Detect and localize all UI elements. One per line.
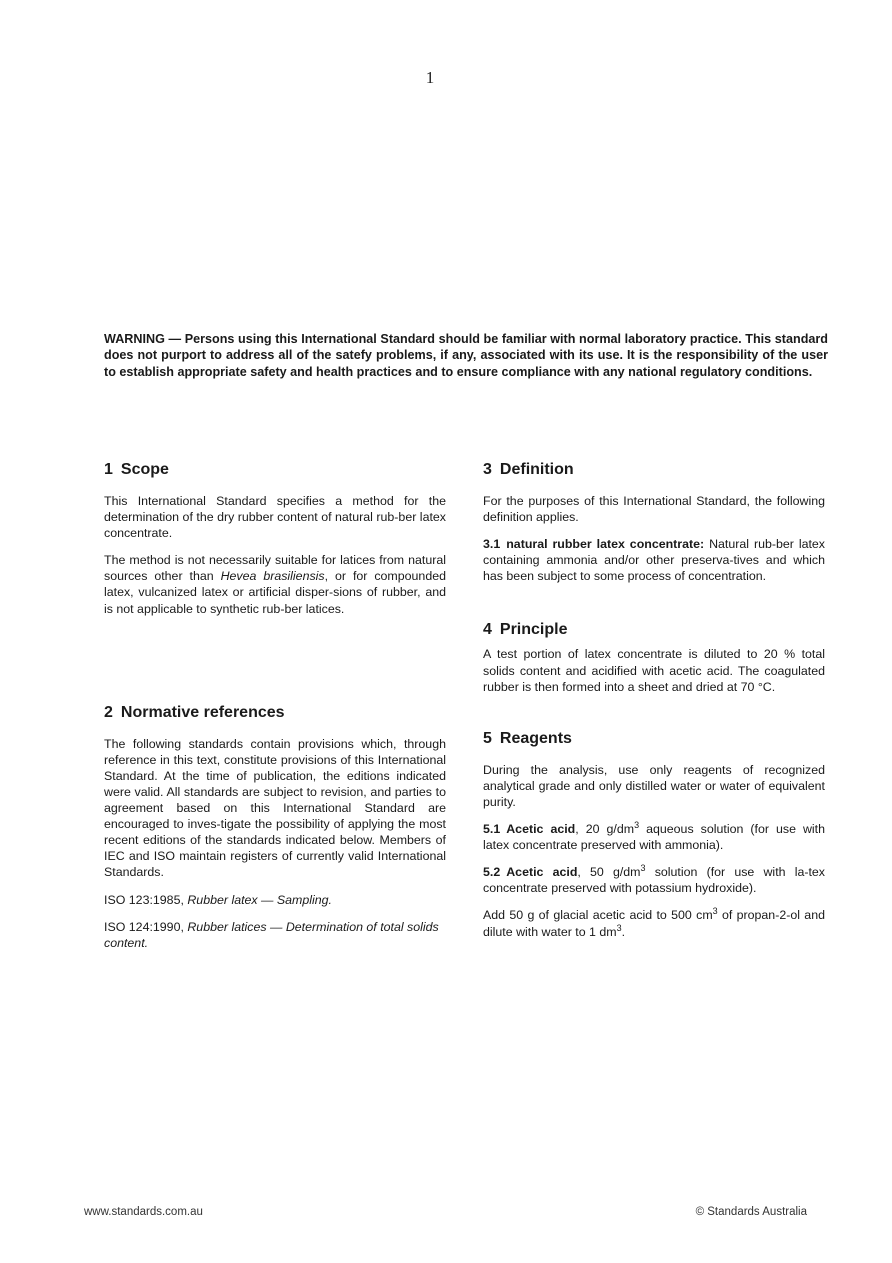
scope-paragraph-2 [104,552,446,616]
section-reagents [483,727,825,940]
text-run: aqueous solution (for use with latex concentrate preserved with ammonia). [483,822,826,853]
section-number: 4 [483,621,492,639]
clause-number: 3.1 [483,537,501,552]
text-run: Add 50 g of glacial acetic acid to 500 cm [483,908,713,923]
footer-website-link[interactable]: www.standards.com.au [84,1206,203,1218]
reference-title: Rubber latices — Determination of total solids content. [104,919,439,950]
normative-paragraph: The following standards contain provisions which, through reference in this text, constitute provisions of this International Standard. At the time of publication, the editions indicated were valid. All standards are subject to revision, and parties to agreement based on this International Standard are encouraged to inves-tigate the possibility of applying the most recent editions of the standards indicated below. Members of IEC and ISO maintain registers of currently valid International Standards. [104,736,446,880]
superscript: 3 [712,906,718,917]
clause-number: 5.1 [483,822,501,837]
section-number: 3 [483,461,492,478]
text-run: The method is not necessarily suitable for latices from natural sources other than [104,553,446,584]
section-heading [104,458,446,482]
scope-paragraph-1: This International Standard specifies a method for the determination of the dry rubber content of natural rub-ber latex concentrate. [104,494,446,541]
section-title: Scope [120,461,169,478]
section-title: Reagents [499,729,572,747]
defined-term: natural rubber latex concentrate: [506,537,705,552]
section-heading [483,618,825,642]
text-run: , 50 g/dm [577,865,641,880]
section-title: Definition [499,461,574,478]
definition-text: Natural rub-ber latex containing ammonia and/or other preserva-tives and which has been subject to some process of concentration. [483,537,826,584]
reference-title: Rubber latex — Sampling. [187,892,332,907]
right-column [483,458,825,951]
reference-iso-124 [104,919,446,951]
definition-paragraph: For the purposes of this International Standard, the following definition applies. [483,494,825,525]
section-heading [483,458,825,482]
left-column [104,458,446,962]
section-number: 5 [483,729,492,747]
section-heading [483,727,825,751]
warning-notice: WARNING — Persons using this International Standard should be familiar with normal laboratory practice. This standard does not purport to address all of the satefy problems, if any, associated with its use. It is the responsibility of the user to establish appropriate safety and health practices and to ensure compliance with any national regulatory conditions. [104,332,828,379]
text-run: . [621,924,626,939]
reagents-paragraph: During the analysis, use only reagents of recognized analytical grade and only distilled water or water of equivalent purity. [483,762,825,809]
principle-paragraph: A test portion of latex concentrate is diluted to 20 % total solids content and acidified with acetic acid. The coagulated rubber is then formed into a sheet and dried at 70 °C. [483,647,825,694]
footer-copyright: © Standards Australia [695,1206,807,1218]
reagent-name: Acetic acid [506,865,578,880]
superscript: 3 [634,819,640,830]
section-title: Principle [499,621,568,639]
text-run: , 20 g/dm [575,822,635,837]
text-run: of propan-2-ol and dilute with water to 1 dm [483,908,825,939]
section-number: 2 [104,703,113,721]
reagent-name: Acetic acid [506,822,576,837]
definition-3-1 [483,536,825,584]
superscript: 3 [640,863,646,874]
section-title: Normative references [120,703,285,721]
section-scope [104,458,446,617]
section-normative-references [104,701,446,951]
species-name: Hevea brasiliensis [220,569,325,584]
superscript: 3 [616,922,622,933]
reagent-preparation [483,907,825,939]
section-definition [483,458,825,584]
reference-iso-123 [104,892,446,908]
section-heading [104,701,446,725]
section-number: 1 [104,461,113,478]
clause-number: 5.2 [483,865,501,880]
page-number: 1 [425,68,435,87]
text-run: solution (for use with la-tex concentrate preserved with potassium hydroxide). [483,865,825,896]
reference-code: ISO 123:1985, [104,892,188,907]
text-run: , or for compounded latex, vulcanized latex or artificial disper-sions of rubber, and is not applicable to synthetic rub-ber latices. [104,569,446,616]
reference-code: ISO 124:1990, [104,919,188,934]
reagent-5-2 [483,864,825,896]
section-principle [483,618,825,694]
reagent-5-1 [483,821,825,853]
